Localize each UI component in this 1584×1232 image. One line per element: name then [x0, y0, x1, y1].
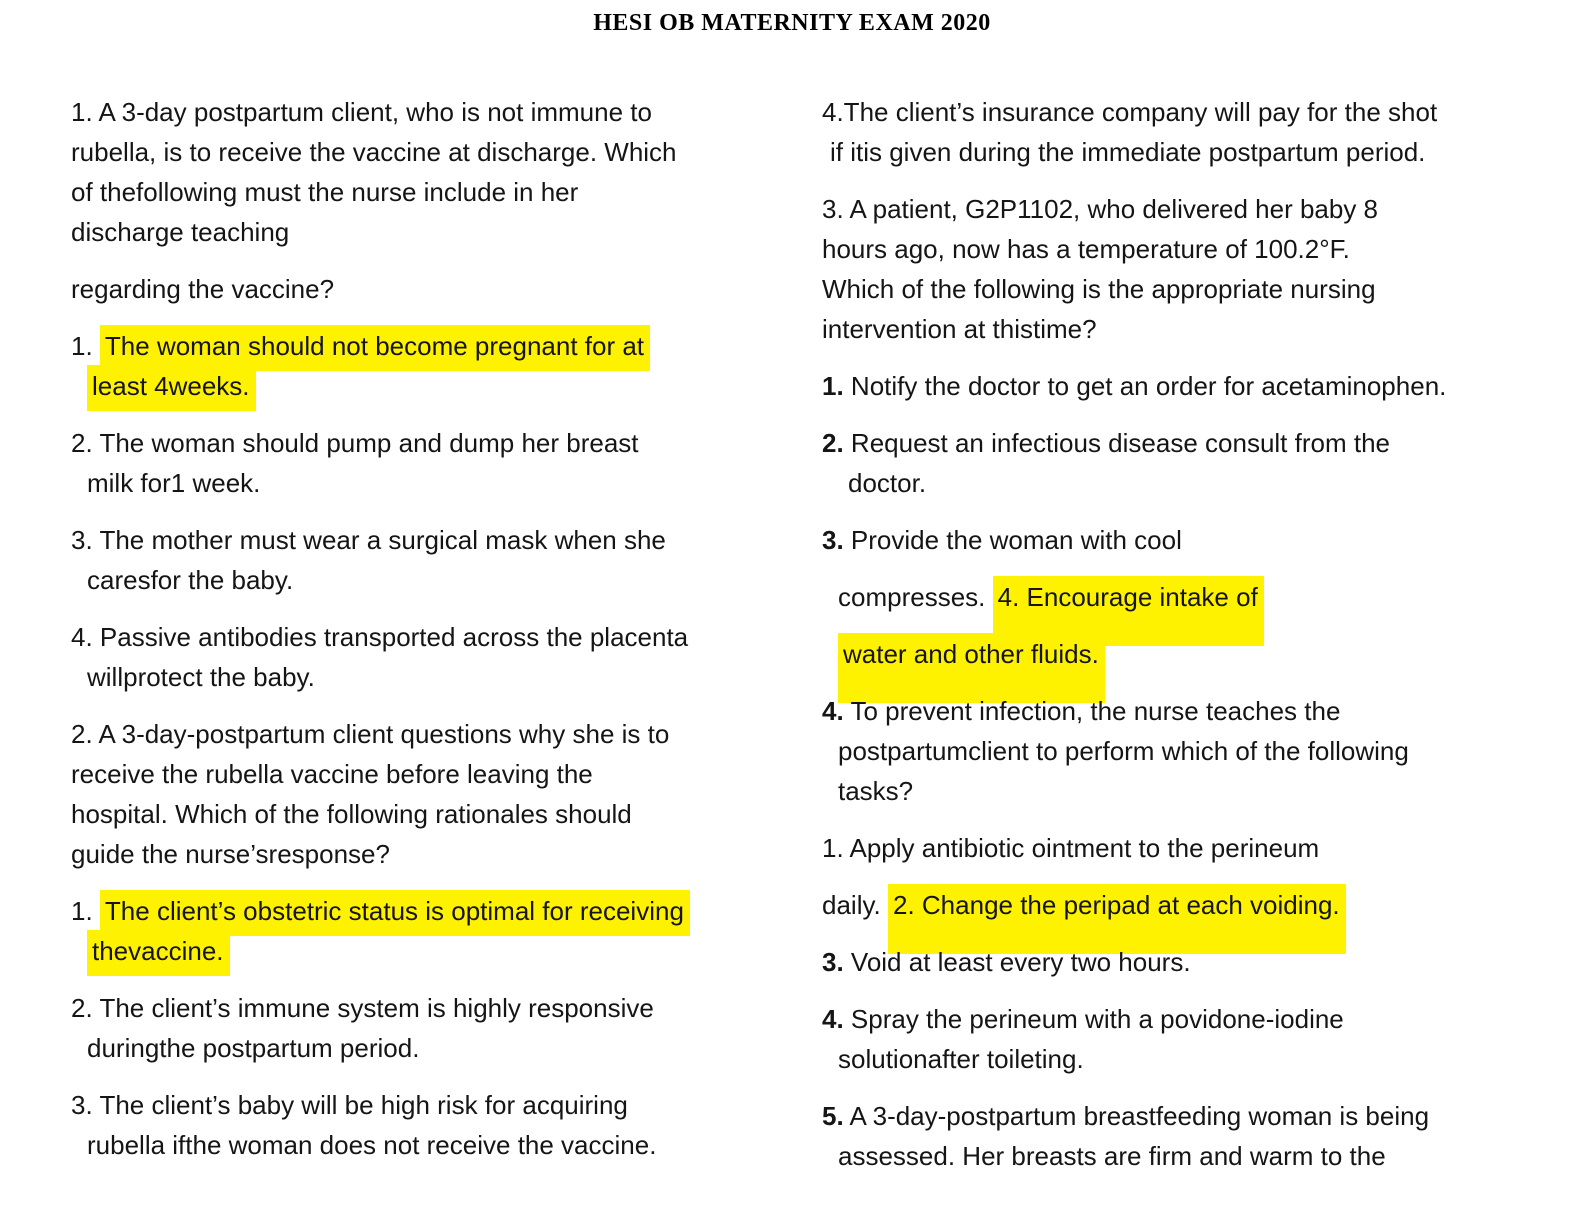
question-5-stem	[822, 1096, 1584, 1176]
question-4-stem	[822, 691, 1584, 811]
text-segment: solutionafter toileting.	[838, 1044, 1084, 1074]
text-line	[87, 1125, 822, 1165]
text-segment: postpartumclient to perform which of the following	[838, 736, 1409, 766]
text-line	[830, 132, 1584, 172]
question-4-option-1-continued-answer-2-highlighted	[822, 885, 1584, 925]
text-segment: daily.	[822, 890, 888, 920]
text-line	[838, 1136, 1584, 1176]
question-1-option-2	[71, 423, 822, 503]
text-line	[87, 560, 822, 600]
text-segment: 5.	[822, 1101, 844, 1131]
text-line	[71, 794, 822, 834]
question-4-option-1	[822, 828, 1584, 868]
text-segment: 2. The woman should pump and dump her breast	[71, 428, 639, 458]
text-line	[822, 309, 1584, 349]
text-line	[71, 617, 822, 657]
text-segment: 1. A 3-day postpartum client, who is not immune to	[71, 97, 652, 127]
text-segment: rubella ifthe woman does not receive the vaccine.	[87, 1130, 657, 1160]
text-line	[822, 999, 1584, 1039]
highlighted-text: water and other fluids.	[838, 633, 1105, 703]
text-segment: 1. Apply antibiotic ointment to the perineum	[822, 833, 1320, 863]
text-line	[848, 463, 1584, 503]
question-1-stem	[71, 92, 822, 252]
text-line	[71, 423, 822, 463]
text-segment: 2. A 3-day-postpartum client questions why she is to	[71, 719, 670, 749]
question-2-option-2	[71, 988, 822, 1068]
text-segment: 3. A patient, G2P1102, who delivered her baby 8	[822, 194, 1379, 224]
question-3-stem	[822, 189, 1584, 349]
two-column-layout	[0, 92, 1584, 1193]
text-segment: 4. Passive antibodies transported across the placenta	[71, 622, 689, 652]
text-segment: 3. The client’s baby will be high risk for acquiring	[71, 1090, 628, 1120]
text-line	[838, 731, 1584, 771]
text-segment: 1.	[71, 896, 100, 926]
page-title: HESI OB MATERNITY EXAM 2020	[593, 10, 991, 36]
text-segment: 4.	[822, 1004, 844, 1034]
text-segment: 3. The mother must wear a surgical mask when she	[71, 525, 666, 555]
text-line	[822, 229, 1584, 269]
text-segment: milk for1 week.	[87, 468, 261, 498]
question-3-option-2	[822, 423, 1584, 503]
text-line	[71, 754, 822, 794]
left-column	[71, 92, 822, 1193]
text-segment: Request an infectious disease consult from the	[843, 428, 1390, 458]
question-2-option-4	[822, 92, 1584, 172]
text-line	[822, 92, 1584, 132]
question-2-answer-1-highlighted	[71, 891, 822, 971]
question-2-option-3	[71, 1085, 822, 1165]
text-segment: Provide the woman with cool	[843, 525, 1182, 555]
text-segment: 2. The client’s immune system is highly responsive	[71, 993, 654, 1023]
text-segment: To prevent infection, the nurse teaches the	[843, 696, 1341, 726]
question-2-stem	[71, 714, 822, 874]
text-line	[87, 1028, 822, 1068]
text-line	[87, 463, 822, 503]
question-1-answer-1-highlighted	[71, 326, 822, 406]
text-segment: tasks?	[838, 776, 914, 806]
text-segment: 2.	[822, 428, 844, 458]
question-4-option-4	[822, 999, 1584, 1079]
text-segment: 4.The client’s insurance company will pay for the shot	[822, 97, 1438, 127]
text-segment: intervention at thistime?	[822, 314, 1097, 344]
text-line	[87, 657, 822, 697]
highlighted-text: 2. Change the peripad at each voiding.	[888, 884, 1346, 954]
text-segment: regarding the vaccine?	[71, 274, 335, 304]
text-segment: Which of the following is the appropriate nursing	[822, 274, 1376, 304]
exam-document-page	[0, 8, 1584, 1193]
text-line	[822, 828, 1584, 868]
text-segment: guide the nurse’sresponse?	[71, 839, 390, 869]
text-segment: hours ago, now has a temperature of 100.2°F.	[822, 234, 1350, 264]
question-3-option-1	[822, 366, 1584, 406]
text-segment: duringthe postpartum period.	[87, 1033, 420, 1063]
question-3-option-3-continued-answer-4-highlighted	[822, 577, 1584, 617]
text-line	[822, 520, 1584, 560]
right-column	[822, 92, 1584, 1193]
text-segment: willprotect the baby.	[87, 662, 315, 692]
text-line	[71, 891, 822, 931]
question-1-stem-continued	[71, 269, 822, 309]
text-segment: discharge teaching	[71, 217, 290, 247]
text-segment: Void at least every two hours.	[843, 947, 1191, 977]
highlighted-text: 4. Encourage intake of	[993, 576, 1264, 646]
text-segment: receive the rubella vaccine before leaving the	[71, 759, 593, 789]
text-line	[71, 520, 822, 560]
text-segment: 1.	[822, 371, 844, 401]
text-line	[822, 269, 1584, 309]
text-segment: 1.	[71, 331, 100, 361]
text-line	[822, 885, 1584, 925]
question-3-option-3	[822, 520, 1584, 560]
text-segment: Spray the perineum with a povidone-iodine	[843, 1004, 1344, 1034]
text-line	[71, 988, 822, 1028]
highlighted-text: least 4weeks.	[87, 365, 256, 411]
highlighted-text: thevaccine.	[87, 930, 230, 976]
text-segment: of thefollowing must the nurse include in her	[71, 177, 579, 207]
text-segment: if itis given during the immediate postpartum period.	[830, 137, 1426, 167]
text-line	[71, 1085, 822, 1125]
text-line	[87, 931, 822, 971]
text-line	[838, 1039, 1584, 1079]
text-segment: 3.	[822, 947, 844, 977]
text-line	[822, 423, 1584, 463]
text-line	[71, 132, 822, 172]
question-1-option-4	[71, 617, 822, 697]
text-segment: A 3-day-postpartum breastfeeding woman is being	[843, 1101, 1430, 1131]
text-line	[71, 212, 822, 252]
text-segment: 3.	[822, 525, 844, 555]
text-line	[822, 366, 1584, 406]
text-line	[822, 1096, 1584, 1136]
text-segment: Notify the doctor to get an order for acetaminophen.	[843, 371, 1447, 401]
text-segment: caresfor the baby.	[87, 565, 294, 595]
text-segment: assessed. Her breasts are firm and warm to the	[838, 1141, 1386, 1171]
text-line	[822, 189, 1584, 229]
text-line	[71, 326, 822, 366]
text-line	[71, 714, 822, 754]
text-line	[87, 366, 822, 406]
text-line	[71, 834, 822, 874]
text-segment: 4.	[822, 696, 844, 726]
text-segment: rubella, is to receive the vaccine at discharge. Which	[71, 137, 677, 167]
text-line	[71, 269, 822, 309]
text-line	[838, 577, 1584, 617]
text-segment: compresses.	[838, 582, 993, 612]
text-line	[71, 172, 822, 212]
question-1-option-3	[71, 520, 822, 600]
highlighted-text: The woman should not become pregnant for at	[100, 325, 650, 371]
text-segment: doctor.	[848, 468, 927, 498]
text-line	[838, 771, 1584, 811]
text-line	[71, 92, 822, 132]
highlighted-text: The client’s obstetric status is optimal for receiving	[100, 890, 690, 936]
text-segment: hospital. Which of the following rationales should	[71, 799, 632, 829]
text-line	[822, 691, 1584, 731]
